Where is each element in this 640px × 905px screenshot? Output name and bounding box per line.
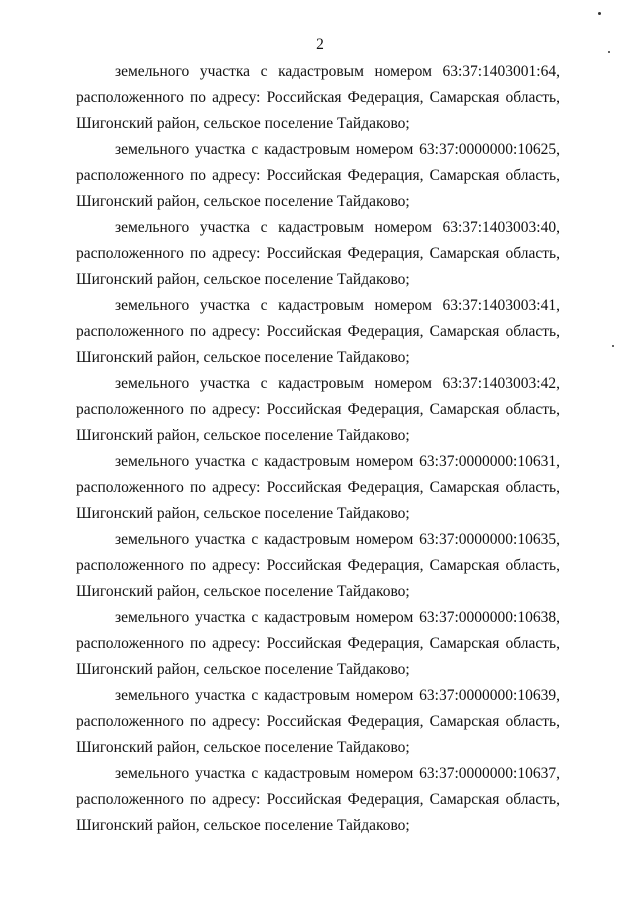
word: по (190, 89, 207, 106)
word: Самарская (429, 245, 500, 262)
word: адресу: (212, 89, 261, 106)
word: кадастровым (278, 375, 364, 392)
parcel-entry-line-locality: Шигонский район, сельское поселение Тайдаково; (76, 115, 410, 132)
word: земельного (115, 531, 190, 548)
word: кадастровым (264, 765, 350, 782)
word: адресу: (212, 167, 261, 184)
word: земельного (115, 375, 190, 392)
parcel-entry-line-cadastral (115, 761, 560, 787)
parcel-entry-line-address (76, 319, 560, 345)
word: 63:37:0000000:10637, (419, 765, 560, 782)
word: адресу: (212, 557, 261, 574)
parcel-entry-line-cadastral (115, 293, 560, 319)
word: кадастровым (264, 609, 350, 626)
word: Федерация, (347, 479, 424, 496)
word: область, (505, 245, 560, 262)
word: расположенного (76, 89, 184, 106)
word: 63:37:1403001:64, (442, 63, 560, 80)
word: номером (355, 765, 414, 782)
word: земельного (115, 765, 190, 782)
word: кадастровым (278, 63, 364, 80)
word: область, (505, 479, 560, 496)
word: с (260, 63, 268, 80)
word: номером (355, 531, 414, 548)
word: Российская (266, 323, 342, 340)
parcel-entry-line-address (76, 787, 560, 813)
word: Самарская (429, 89, 500, 106)
word: 63:37:1403003:40, (442, 219, 560, 236)
word: земельного (115, 141, 190, 158)
word: с (251, 531, 259, 548)
word: область, (505, 791, 560, 808)
parcel-entry-line-cadastral (115, 527, 560, 553)
word: Российская (266, 401, 342, 418)
word: номером (374, 375, 432, 392)
word: адресу: (212, 479, 261, 496)
word: по (190, 401, 207, 418)
word: область, (505, 713, 560, 730)
word: с (251, 453, 259, 470)
word: по (190, 323, 207, 340)
word: Федерация, (347, 323, 424, 340)
parcel-entry (76, 449, 560, 527)
word: земельного (115, 687, 190, 704)
word: расположенного (76, 791, 184, 808)
word: 63:37:0000000:10631, (419, 453, 560, 470)
parcel-entry (76, 137, 560, 215)
word: расположенного (76, 713, 184, 730)
word: область, (505, 167, 560, 184)
word: кадастровым (278, 219, 364, 236)
word: расположенного (76, 245, 184, 262)
parcel-entry-line-address (76, 163, 560, 189)
word: адресу: (212, 791, 261, 808)
word: участка (195, 141, 246, 158)
word: Федерация, (347, 167, 424, 184)
word: по (190, 713, 207, 730)
parcel-entry-line-locality: Шигонский район, сельское поселение Тайдаково; (76, 271, 410, 288)
word: с (260, 219, 268, 236)
parcel-entry (76, 215, 560, 293)
word: земельного (115, 453, 190, 470)
scan-speck (598, 12, 601, 15)
word: Самарская (429, 167, 500, 184)
word: расположенного (76, 401, 184, 418)
word: 63:37:0000000:10639, (419, 687, 560, 704)
word: Самарская (429, 791, 500, 808)
word: Российская (266, 635, 342, 652)
parcel-entry-line-locality: Шигонский район, сельское поселение Тайдаково; (76, 583, 410, 600)
document-body (76, 59, 560, 839)
word: по (190, 635, 207, 652)
word: Федерация, (347, 401, 424, 418)
word: участка (195, 765, 246, 782)
parcel-entry (76, 605, 560, 683)
word: Самарская (429, 635, 500, 652)
word: участка (195, 453, 246, 470)
word: Федерация, (347, 557, 424, 574)
word: по (190, 557, 207, 574)
parcel-entry-line-address (76, 709, 560, 735)
word: расположенного (76, 635, 184, 652)
word: кадастровым (264, 531, 350, 548)
parcel-entry-line-cadastral (115, 683, 560, 709)
parcel-entry-line-address (76, 85, 560, 111)
parcel-entry-line-locality: Шигонский район, сельское поселение Тайдаково; (76, 661, 410, 678)
word: Российская (266, 245, 342, 262)
word: кадастровым (264, 687, 350, 704)
parcel-entry (76, 683, 560, 761)
word: расположенного (76, 167, 184, 184)
word: адресу: (212, 401, 261, 418)
word: Федерация, (347, 245, 424, 262)
word: участка (195, 609, 246, 626)
parcel-entry (76, 59, 560, 137)
parcel-entry-line-locality: Шигонский район, сельское поселение Тайдаково; (76, 739, 410, 756)
parcel-entry-line-address (76, 397, 560, 423)
parcel-entry (76, 371, 560, 449)
parcel-entry-line-locality: Шигонский район, сельское поселение Тайдаково; (76, 349, 410, 366)
word: Самарская (429, 557, 500, 574)
word: область, (505, 89, 560, 106)
parcel-entry-line-locality: Шигонский район, сельское поселение Тайдаково; (76, 817, 410, 834)
word: земельного (115, 63, 190, 80)
word: 63:37:1403003:42, (442, 375, 560, 392)
parcel-entry-line-cadastral (115, 215, 560, 241)
word: Самарская (429, 323, 500, 340)
word: с (260, 297, 268, 314)
word: адресу: (212, 323, 261, 340)
word: по (190, 479, 207, 496)
word: Федерация, (347, 791, 424, 808)
word: с (251, 765, 259, 782)
word: участка (199, 219, 251, 236)
scan-speck (608, 51, 610, 53)
parcel-entry-line-cadastral (115, 605, 560, 631)
word: участка (195, 531, 246, 548)
parcel-entry-line-locality: Шигонский район, сельское поселение Тайдаково; (76, 505, 410, 522)
word: номером (355, 687, 414, 704)
word: земельного (115, 609, 190, 626)
word: Российская (266, 791, 342, 808)
word: кадастровым (264, 141, 350, 158)
page-number: 2 (316, 36, 324, 53)
word: Федерация, (347, 635, 424, 652)
parcel-entry-line-cadastral (115, 371, 560, 397)
word: адресу: (212, 245, 261, 262)
parcel-entry-line-locality: Шигонский район, сельское поселение Тайдаково; (76, 427, 410, 444)
word: Российская (266, 479, 342, 496)
word: область, (505, 401, 560, 418)
word: номером (355, 609, 414, 626)
word: земельного (115, 219, 190, 236)
word: Самарская (429, 713, 500, 730)
parcel-entry (76, 293, 560, 371)
word: по (190, 167, 207, 184)
parcel-entry-line-address (76, 241, 560, 267)
word: участка (199, 297, 251, 314)
word: с (251, 609, 259, 626)
parcel-entry-line-address (76, 553, 560, 579)
word: 63:37:0000000:10638, (419, 609, 560, 626)
word: Российская (266, 557, 342, 574)
word: Российская (266, 167, 342, 184)
parcel-entry-line-cadastral (115, 59, 560, 85)
parcel-entry-line-address (76, 475, 560, 501)
word: Федерация, (347, 713, 424, 730)
word: 63:37:0000000:10625, (419, 141, 560, 158)
word: номером (374, 297, 432, 314)
scan-speck (612, 345, 614, 347)
word: Российская (266, 713, 342, 730)
word: Федерация, (347, 89, 424, 106)
word: по (190, 245, 207, 262)
word: номером (374, 63, 432, 80)
word: с (251, 141, 259, 158)
word: 63:37:1403003:41, (442, 297, 560, 314)
word: с (251, 687, 259, 704)
word: адресу: (212, 635, 261, 652)
word: расположенного (76, 479, 184, 496)
parcel-entry-line-address (76, 631, 560, 657)
word: расположенного (76, 557, 184, 574)
word: земельного (115, 297, 190, 314)
word: кадастровым (278, 297, 364, 314)
parcel-entry-line-locality: Шигонский район, сельское поселение Тайдаково; (76, 193, 410, 210)
parcel-entry (76, 527, 560, 605)
parcel-entry (76, 761, 560, 839)
word: область, (505, 635, 560, 652)
word: номером (374, 219, 432, 236)
word: номером (355, 453, 414, 470)
word: кадастровым (264, 453, 350, 470)
word: адресу: (212, 713, 261, 730)
word: Российская (266, 89, 342, 106)
word: расположенного (76, 323, 184, 340)
word: участка (195, 687, 246, 704)
parcel-entry-line-cadastral (115, 449, 560, 475)
word: область, (505, 323, 560, 340)
word: участка (199, 63, 251, 80)
word: по (190, 791, 207, 808)
word: номером (355, 141, 414, 158)
word: 63:37:0000000:10635, (419, 531, 560, 548)
word: Самарская (429, 479, 500, 496)
word: участка (199, 375, 251, 392)
word: с (260, 375, 268, 392)
parcel-entry-line-cadastral (115, 137, 560, 163)
word: область, (505, 557, 560, 574)
word: Самарская (429, 401, 500, 418)
